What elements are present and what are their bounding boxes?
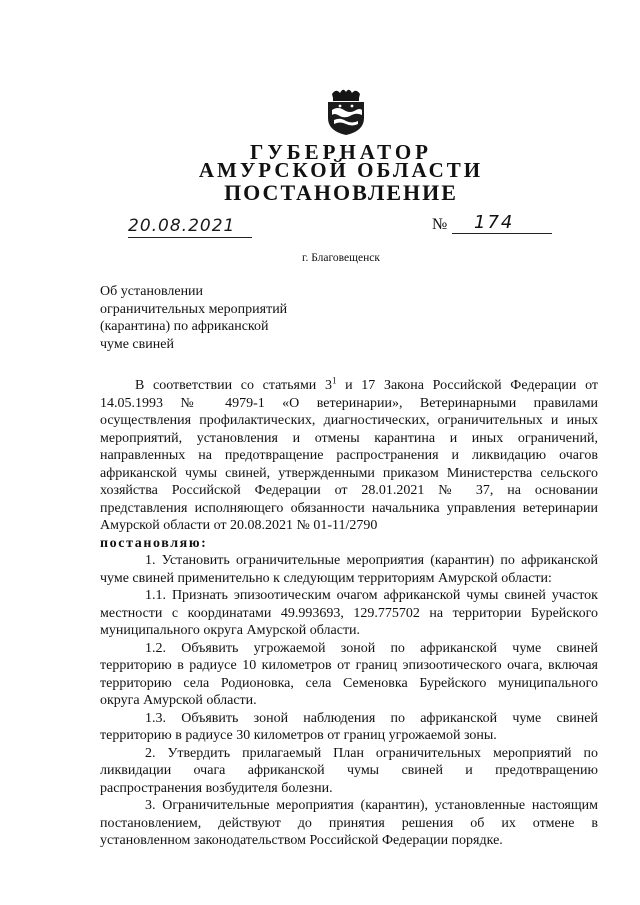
paragraph-1-line: чуме свиней применительно к следующим территориям Амурской области:	[100, 570, 552, 586]
paragraph-1-2-line: территорию в радиусе 10 километров от границ эпизоотического очага, включая	[100, 658, 598, 673]
city-line: г. Благовещенск	[302, 252, 380, 264]
preamble-line: 14.05.1993 № 4979-1 «О ветеринарии», Ветеринарными правилами	[100, 395, 598, 411]
preamble-line: Амурской области от 20.08.2021 № 01-11/2790	[100, 518, 378, 533]
paragraph-1-1-line: муниципального округа Амурской области.	[100, 623, 361, 638]
paragraph-2-line: распространения возбудителя болезни.	[100, 780, 333, 796]
paragraph-1-2-line: территорию села Родионовка, села Семеновка Бурейского муниципального	[100, 675, 598, 691]
document-body	[100, 377, 598, 850]
decree-word: постановляю:	[100, 535, 208, 551]
preamble-line: мероприятий, установления и отмены карантина и иных ограничений,	[100, 430, 598, 446]
paragraph-3-line: постановлением, действуют до принятия решения об их отмене в	[100, 815, 598, 831]
preamble-line: представления исполняющего обязанности начальника управления ветеринарии	[100, 500, 598, 516]
title-line-2: АМУРСКОЙ ОБЛАСТИ	[198, 158, 484, 182]
document-type: ПОСТАНОВЛЕНИЕ	[224, 180, 458, 205]
coat-of-arms-icon	[322, 86, 370, 136]
preamble-line: африканской чумы свиней, утвержденными приказом Министерства сельского	[100, 465, 598, 481]
preamble-line: осуществления профилактических, диагностических, ограничительных и иных	[100, 413, 598, 428]
document-number: 174	[452, 212, 552, 234]
preamble-text: и 17 Закона Российской Федерации от	[336, 378, 599, 393]
preamble-line: направленных на предотвращение распространения и ликвидацию очагов	[100, 448, 598, 463]
preamble-text: В соответствии со статьями 3	[135, 378, 332, 393]
document-date: 20.08.2021	[128, 216, 252, 238]
paragraph-1-2-line: округа Амурской области.	[100, 693, 257, 708]
paragraph-2-line: ликвидации очага африканской чумы свиней и предотвращению	[100, 763, 598, 778]
paragraph-1-1-line: местности с координатами 49.993693, 129.775702 на территории Бурейского	[100, 605, 598, 621]
paragraph-1-2-line: 1.2. Объявить угрожаемой зоной по африканской чуме свиней	[145, 640, 598, 656]
paragraph-3-line: установленном законодательством Российской Федерации порядке.	[100, 833, 503, 848]
document-subject	[100, 283, 287, 353]
preamble-first-line	[100, 377, 598, 395]
paragraph-1-3-line: 1.3. Объявить зоной наблюдения по африканской чуме свиней	[145, 710, 598, 726]
number-label: №	[432, 216, 448, 233]
paragraph-1-line: 1. Установить ограничительные мероприятия (карантин) по африканской	[145, 553, 598, 568]
superscript: 1	[331, 375, 337, 386]
subject-line: чуме свиней	[100, 336, 174, 352]
paragraph-1-1-line: 1.1. Признать эпизоотическим очагом африканской чумы свиней участок	[145, 588, 598, 603]
subject-line: Об установлении	[100, 284, 204, 299]
paragraph-2-line: 2. Утвердить прилагаемый План ограничительных мероприятий по	[145, 745, 598, 761]
title-line-1: ГУБЕРНАТОР	[249, 140, 433, 164]
subject-line: (карантина) по африканской	[100, 319, 269, 334]
paragraph-3-line: 3. Ограничительные мероприятия (карантин), установленные настоящим	[145, 798, 598, 813]
subject-line: ограничительных мероприятий	[100, 301, 288, 317]
preamble-line: хозяйства Российской Федерации от 28.01.2021 № 37, на основании	[100, 483, 598, 498]
paragraph-1-3-line: территорию в радиусе 30 километров от границ угрожаемой зоны.	[100, 728, 497, 743]
